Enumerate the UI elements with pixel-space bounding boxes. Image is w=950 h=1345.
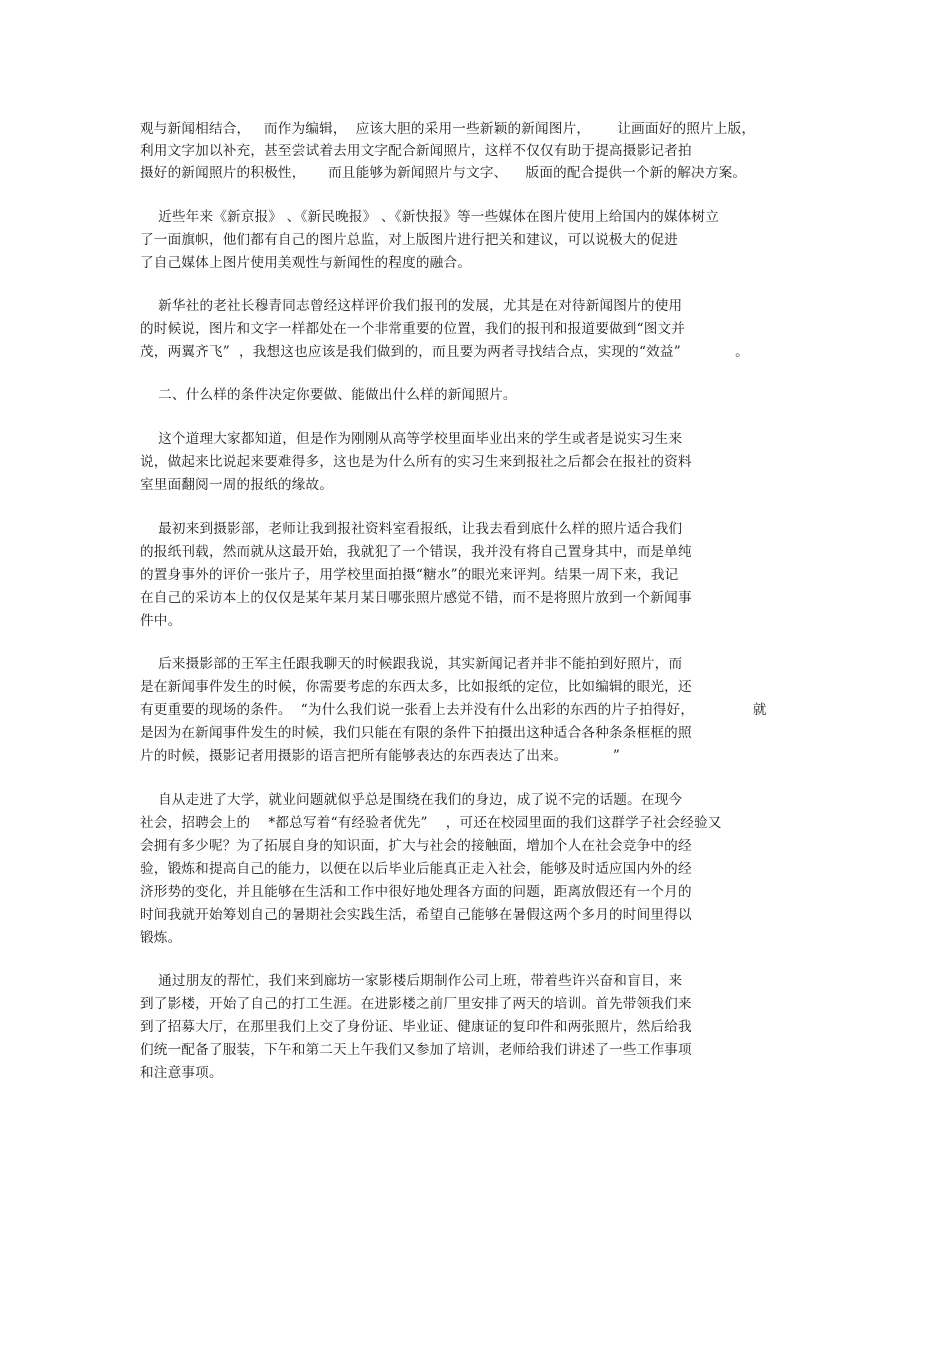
text-line: 这个道理大家都知道，但是作为刚刚从高等学校里面毕业出来的学生或者是说实习生来 bbox=[140, 431, 683, 447]
text-line: 的报纸刊载，然而就从这最开始，我就犯了一个错误，我并没有将自己置身其中，而是单纯 bbox=[140, 544, 692, 560]
text-line: 济形势的变化，并且能够在生活和工作中很好地处理各方面的问题，距离放假还有一个月的 bbox=[140, 884, 692, 900]
text-line: 最初来到摄影部，老师让我到报社资料室看报纸，让我去看到底什么样的照片适合我们 bbox=[140, 521, 683, 537]
text-line: 后来摄影部的王军主任跟我聊天的时候跟我说，其实新闻记者并非不能拍到好照片，而 bbox=[140, 656, 683, 672]
text-line: 时间我就开始筹划自己的暑期社会实践生活，希望自己能够在暑假这两个多月的时间里得以 bbox=[140, 907, 692, 923]
text-line: 是因为在新闻事件发生的时候，我们只能在有限的条件下拍摄出这种适合各种条条框框的照 bbox=[140, 725, 692, 741]
text-line: 在自己的采访本上的仅仅是某年某月某日哪张照片感觉不错，而不是将照片放到一个新闻事 bbox=[140, 590, 692, 606]
text-line: 自从走进了大学，就业问题就似乎总是围绕在我们的身边，成了说不完的话题。在现今 bbox=[140, 792, 683, 808]
text-line: 是在新闻事件发生的时候，你需要考虑的东西太多，比如报纸的定位，比如编辑的眼光，还 bbox=[140, 679, 692, 695]
text-line: 新华社的老社长穆青同志曾经这样评价我们报刊的发展，尤其是在对待新闻图片的使用 bbox=[140, 298, 683, 314]
text-line: 了自己媒体上图片使用美观性与新闻性的程度的融合。 bbox=[140, 255, 472, 271]
text-line: 们统一配备了服装，下午和第二天上午我们又参加了培训，老师给我们讲述了一些工作事项 bbox=[140, 1042, 692, 1058]
section-heading: 二、什么样的条件决定你要做、能做出什么样的新闻照片。 bbox=[140, 387, 517, 403]
text-line: 的置身事外的评价一张片子，用学校里面拍摄“糖水”的眼光来评判。结果一周下来，我记 bbox=[140, 567, 679, 583]
text-line: 社会，招聘会上的 *都总写着“有经验者优先” ，可还在校园里面的我们这群学子社会经验又 bbox=[140, 815, 722, 831]
text-line: 验，锻炼和提高自己的能力，以便在以后毕业后能真正走入社会，能够及时适应国内外的经 bbox=[140, 861, 692, 877]
text-line: 片的时候，摄影记者用摄影的语言把所有能够表达的东西表达了出来。 ” bbox=[140, 748, 620, 764]
text-line: 和注意事项。 bbox=[140, 1065, 223, 1081]
text-line: 到了影楼，开始了自己的打工生涯。在进影楼之前厂里安排了两天的培训。首先带领我们来 bbox=[140, 996, 692, 1012]
text-line: 通过朋友的帮忙，我们来到廊坊一家影楼后期制作公司上班，带着些许兴奋和盲目，来 bbox=[140, 973, 683, 989]
text-line: 会拥有多少呢？为了拓展自身的知识面，扩大与社会的接触面，增加个人在社会竞争中的经 bbox=[140, 838, 692, 854]
text-line: 到了招募大厅，在那里我们上交了身份证、毕业证、健康证的复印件和两张照片，然后给我 bbox=[140, 1019, 692, 1035]
text-line: 室里面翻阅一周的报纸的缘故。 bbox=[140, 477, 334, 493]
text-line: 有更重要的现场的条件。 “为什么我们说一张看上去并没有什么出彩的东西的片子拍得好， 就 bbox=[140, 702, 767, 718]
text-line: 了一面旗帜，他们都有自己的图片总监，对上版图片进行把关和建议，可以说极大的促进 bbox=[140, 232, 678, 248]
text-line: 说，做起来比说起来要难得多，这也是为什么所有的实习生来到报社之后都会在报社的资料 bbox=[140, 454, 692, 470]
text-line: 件中。 bbox=[140, 613, 182, 629]
text-line: 利用文字加以补充，甚至尝试着去用文字配合新闻照片，这样不仅仅有助于提高摄影记者拍 bbox=[140, 143, 692, 159]
text-line: 观与新闻相结合， 而作为编辑， 应该大胆的采用一些新颖的新闻图片， 让画面好的照片上版， bbox=[140, 121, 756, 137]
text-line: 锻炼。 bbox=[140, 930, 182, 946]
text-line: 茂，两翼齐飞” ，我想这也应该是我们做到的，而且要为两者寻找结合点，实现的“效益” 。 bbox=[140, 344, 749, 360]
text-line: 摄好的新闻照片的积极性， 而且能够为新闻照片与文字、 版面的配合提供一个新的解决方案。 bbox=[140, 165, 747, 181]
text-line: 的时候说，图片和文字一样都处在一个非常重要的位置，我们的报刊和报道要做到“图文并 bbox=[140, 321, 686, 337]
text-line: 近些年来《新京报》 、《新民晚报》 、《新快报》等一些媒体在图片使用上给国内的媒体树立 bbox=[140, 209, 720, 225]
